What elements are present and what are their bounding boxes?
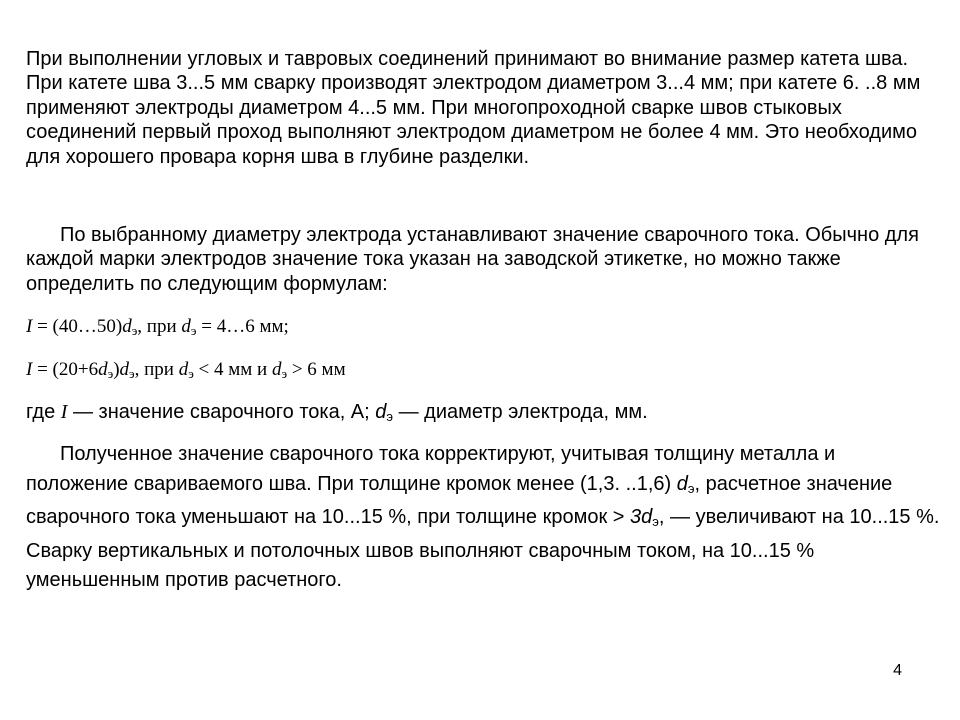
formula-2-diameter-subscript: э [107,366,114,381]
formula-2-diameter-symbol-4: d [271,359,282,380]
formula-2-part-c: , при [134,359,179,380]
paragraph-current-selection: По выбранному диаметру электрода устанавливают значение сварочного тока. Обычно для каждой марки электродов значение тока указан на заводской этикетке, но можно также определить по следующим формулам: [26,224,919,295]
formula-current-2 [26,358,346,386]
formula-1-diameter-symbol: d [122,316,132,337]
legend-prefix: где [26,401,61,423]
formula-2-part-f: > 6 мм [287,359,346,380]
formula-2-diameter-subscript-4: э [281,366,288,381]
formula-1-part-a: = (40…50) [32,316,123,337]
formula-2-part-a: = (20+6 [32,359,99,380]
correction-diameter-subscript-2: э [652,514,659,529]
formula-2-diameter-subscript-2: э [129,366,135,381]
formula-2-diameter-symbol: d [98,359,108,380]
formula-1-diameter-subscript-2: э [190,323,197,338]
formula-2-part-b: ) [113,359,120,380]
formula-1-diameter-subscript: э [131,323,138,338]
page-number: 4 [893,662,902,679]
legend-suffix: — диаметр электрода, мм. [393,401,648,423]
formula-2-part-e: < 4 мм и [193,359,272,380]
correction-diameter-subscript-1: э [687,480,695,496]
correction-part-3: , — увеличивают на 10...15 %. Сварку вертикальных и потолочных швов выполняют сварочным током, на 10...15 % уменьшенным против расчетного. [26,506,940,591]
legend-diameter-subscript: э [386,409,394,424]
correction-part-2: , расчетное значение сварочного тока уменьшают на 10...15 %, при толщине кромок > [26,472,893,528]
formula-1-diameter-symbol-2: d [181,316,191,337]
correction-part-1: Полученное значение сварочного тока корректируют, учитывая толщину металла и положение свариваемого шва. При толщине кромок менее (1,3. ..1,6) [26,443,836,495]
formula-2-diameter-subscript-3: э [188,366,194,381]
paragraph-symbol-legend [26,400,941,429]
correction-diameter-symbol-2: 3d [630,506,653,528]
formula-1-part-b: , при [137,316,182,337]
legend-diameter-symbol: d [375,401,387,423]
paragraph-electrode-for-fillet-welds: При выполнении угловых и тавровых соединений принимают во внимание размер катета шва. При катете шва 3...5 мм сварку производят электродом диаметром 3...4 мм; при катете 6. ..8 мм применяют электроды диаметром 4...5 мм. При многопроходной сварке швов стыковых соединений первый проход выполняют электродом диаметром не более 4 мм. Это необходимо для хорошего провара корня шва в глубине разделки. [26,48,921,168]
legend-mid: — значение сварочного тока, А; [67,401,376,423]
formula-2-diameter-symbol-3: d [178,359,189,380]
formula-1-part-c: = 4…6 мм; [196,316,289,337]
formula-current-1 [26,315,289,343]
legend-current-symbol: I [60,401,68,423]
formula-2-current-symbol: I [26,359,33,380]
paragraph-current-correction [26,440,941,596]
correction-diameter-symbol-1: d [676,472,688,495]
formula-2-diameter-symbol-2: d [119,359,130,380]
formula-1-current-symbol: I [26,316,33,337]
